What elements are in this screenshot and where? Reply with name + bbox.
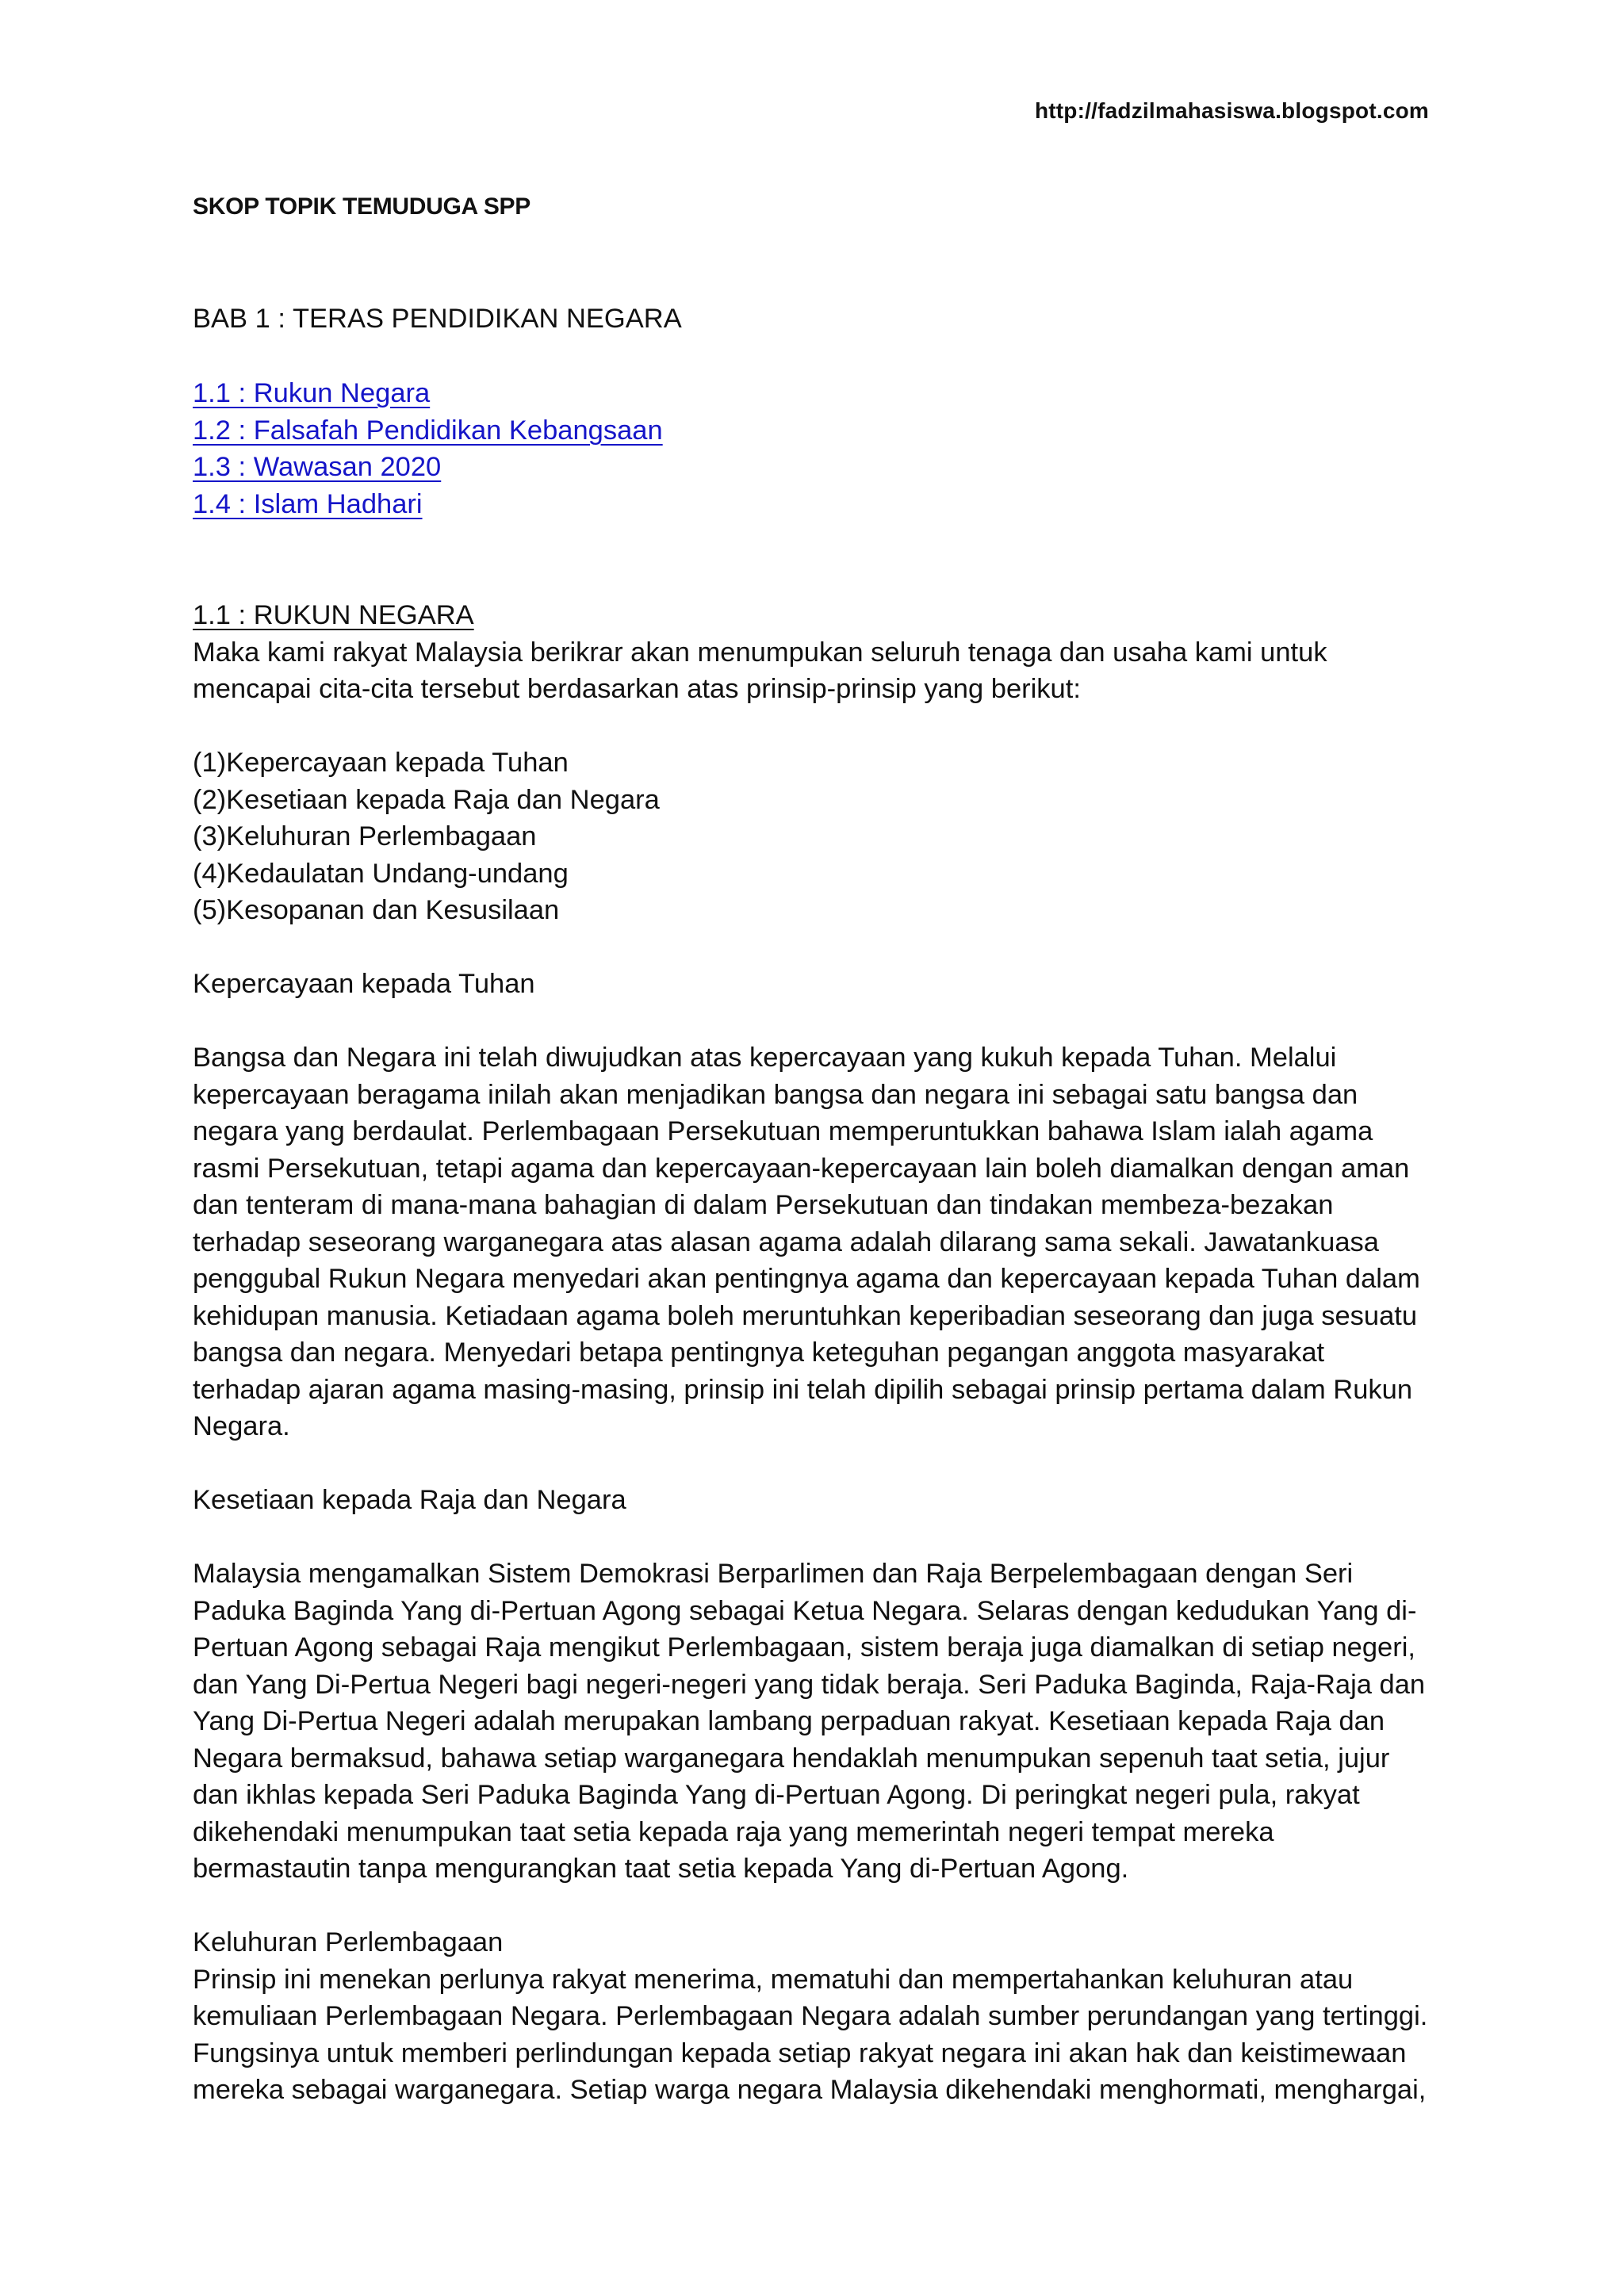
toc-link-islam-hadhari[interactable]: 1.4 : Islam Hadhari	[193, 488, 423, 519]
section-intro: Maka kami rakyat Malaysia berikrar akan menumpukan seluruh tenaga dan usaha kami untuk mencapai cita-cita tersebut berdasarkan atas prinsip-prinsip yang berikut:	[193, 637, 1327, 704]
subsection-title-keluhuran: Keluhuran Perlembagaan	[193, 1927, 504, 1957]
section-title: 1.1 : RUKUN NEGARA	[193, 600, 474, 630]
toc-link-rukun-negara[interactable]: 1.1 : Rukun Negara	[193, 378, 431, 408]
document-title: SKOP TOPIK TEMUDUGA SPP	[193, 193, 530, 220]
chapter-heading: BAB 1 : TERAS PENDIDIKAN NEGARA	[193, 303, 682, 334]
subsection-title-kepercayaan: Kepercayaan kepada Tuhan	[193, 969, 535, 999]
subsection-title-kesetiaan: Kesetiaan kepada Raja dan Negara	[193, 1485, 626, 1515]
header-url: http://fadzilmahasiswa.blogspot.com	[1034, 98, 1429, 123]
table-of-contents	[193, 375, 1438, 522]
principle-item: (4)Kedaulatan Undang-undang	[193, 858, 569, 889]
subsection-body-keluhuran: Prinsip ini menekan perlunya rakyat menerima, mematuhi dan mempertahankan keluhuran atau kemuliaan Perlembagaan Negara. Perlembagaan Negara adalah sumber perundangan yang tertinggi. Fungsinya untuk memberi perlindungan kepada setiap rakyat negara ini akan hak dan keistimewaan mereka sebagai warganegara. Setiap warga negara Malaysia dikehendaki menghormati, menghargai,	[193, 1964, 1428, 2105]
principle-item: (3)Keluhuran Perlembagaan	[193, 821, 537, 851]
principle-item: (2)Kesetiaan kepada Raja dan Negara	[193, 784, 660, 815]
principle-item: (5)Kesopanan dan Kesusilaan	[193, 895, 560, 925]
toc-link-falsafah-pendidikan[interactable]: 1.2 : Falsafah Pendidikan Kebangsaan	[193, 415, 663, 446]
principles-list	[193, 744, 1438, 929]
document-content	[193, 189, 1438, 2109]
subsection-body-kesetiaan: Malaysia mengamalkan Sistem Demokrasi Berparlimen dan Raja Berpelembagaan dengan Seri Paduka Baginda Yang di-Pertuan Agong sebagai Ketua Negara. Selaras dengan kedudukan Yang di-Pertuan Agong sebagai Raja mengikut Perlembagaan, sistem beraja juga diamalkan di setiap negeri, dan Yang Di-Pertua Negeri bagi negeri-negeri yang tidak beraja. Seri Paduka Baginda, Raja-Raja dan Yang Di-Pertua Negeri adalah merupakan lambang perpaduan rakyat. Kesetiaan kepada Raja dan Negara bermaksud, bahawa setiap warganegara hendaklah menumpukan sepenuh taat setia, jujur dan ikhlas kepada Seri Paduka Baginda Yang di-Pertuan Agong. Di peringkat negeri pula, rakyat dikehendaki menumpukan taat setia kepada raja yang memerintah negeri tempat mereka bermastautin tanpa mengurangkan taat setia kepada Yang di-Pertuan Agong.	[193, 1559, 1426, 1884]
subsection-body-kepercayaan: Bangsa dan Negara ini telah diwujudkan atas kepercayaan yang kukuh kepada Tuhan. Melalui kepercayaan beragama inilah akan menjadikan bangsa dan negara ini sebagai satu bangsa dan negara yang berdaulat. Perlembagaan Persekutuan memperuntukkan bahawa Islam ialah agama rasmi Persekutuan, tetapi agama dan kepercayaan-kepercayaan lain boleh diamalkan dengan aman dan tenteram di mana-mana bahagian di dalam Persekutuan dan tindakan membeza-bezakan terhadap seseorang warganegara atas alasan agama adalah dilarang sama sekali. Jawatankuasa penggubal Rukun Negara menyedari akan pentingnya agama dan kepercayaan kepada Tuhan dalam kehidupan manusia. Ketiadaan agama boleh meruntuhkan keperibadian seseorang dan juga sesuatu bangsa dan negara. Menyedari betapa pentingnya keteguhan pegangan anggota masyarakat terhadap ajaran agama masing-masing, prinsip ini telah dipilih sebagai prinsip pertama dalam Rukun Negara.	[193, 1043, 1420, 1441]
toc-link-wawasan-2020[interactable]: 1.3 : Wawasan 2020	[193, 452, 442, 482]
principle-item: (1)Kepercayaan kepada Tuhan	[193, 748, 569, 778]
